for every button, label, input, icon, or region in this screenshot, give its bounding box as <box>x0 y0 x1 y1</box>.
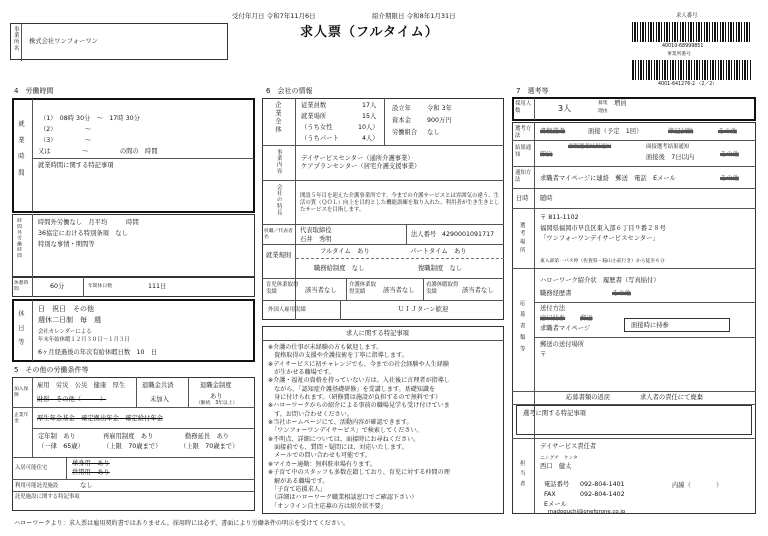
docs-2: 職務経歴書 <box>540 290 572 297</box>
sec7-title: 7 選考等 <box>516 87 549 95</box>
note-line: が生かせる職場です。 <box>268 369 335 377</box>
rehire: 再雇用制度 あり <box>103 433 154 440</box>
rules-return: 復職制度 なし <box>418 265 463 272</box>
female-count: 10人） <box>358 124 379 131</box>
employees-site: 15人 <box>362 113 377 120</box>
uij-turn: ＵＩＪターン歓迎 <box>398 306 449 313</box>
docs-3: その他 <box>612 290 631 297</box>
note-line: す。お問い合わせください。 <box>268 410 353 418</box>
note-line: 資格取得の支援や介護技術を丁寧に指導します。 <box>268 352 408 360</box>
union-value: なし <box>427 129 440 136</box>
employees-total-label: 従業員数 <box>301 102 327 109</box>
result-label: 結果通知 <box>515 145 532 158</box>
building: 「ワンフォーワンデイサービスセンター」 <box>540 235 659 242</box>
notes-list <box>268 344 450 511</box>
expiry-date: 紹介期限日 令和8年1月31日 <box>372 12 456 20</box>
retire-sub: （勤続 3年以上） <box>196 401 238 406</box>
barcode-top <box>632 22 752 42</box>
overtime-label: 時間外労働時間 <box>15 218 21 259</box>
reason-label-2: 理由 <box>598 109 608 114</box>
capital-label: 資本金 <box>392 117 411 124</box>
holiday-5: 6ヶ月経過後の年次有給休暇日数 10 日 <box>38 349 158 356</box>
capital-value: 900万円 <box>427 117 452 124</box>
result-interview: 面接選考結果通知 <box>646 144 690 150</box>
rep-title: 代表取締役 <box>300 227 332 234</box>
contact-dept: デイサービス責任者 <box>540 443 597 450</box>
hire-count: 3人 <box>558 104 572 113</box>
result-other: その他 <box>720 151 739 158</box>
result-docs: 書類選考結果通知 <box>568 144 612 150</box>
office-name-label: 事業所名 <box>12 26 19 52</box>
pension-label: 企業年金 <box>14 413 29 424</box>
date-label: 日時 <box>516 195 529 202</box>
employees-total: 17人 <box>362 102 377 109</box>
method-other: その他 <box>718 128 737 135</box>
foreign-label: 外国人雇用実績 <box>268 307 306 313</box>
dorm-label: 入居可能住宅 <box>15 465 48 471</box>
rules-part: パートタイム あり <box>410 248 467 255</box>
email-value: madoguchi@oneforone.co.jp <box>548 509 626 515</box>
rules-label: 就業規則 <box>266 252 292 259</box>
dorm-single: 単身用 あり <box>72 460 110 467</box>
sec5-title: 5 その他の労働条件等 <box>14 366 89 374</box>
hire-box <box>512 97 756 121</box>
childcare-leave-value: 該当者なし <box>305 287 337 294</box>
email-label: Eメール <box>544 501 567 508</box>
tel-label: 電話番号 <box>544 481 570 488</box>
break-label: 休憩時間 <box>14 281 29 292</box>
fax-value: 092-804-1402 <box>580 491 625 498</box>
holiday-label: 休日等 <box>16 310 24 353</box>
address: 福岡県福岡市早良区東入部６丁目９番２８号 <box>540 225 666 232</box>
company-label: 企業全体 <box>273 101 281 135</box>
note-line: 身に付けられます。（研修費は施設が負担するので無料です） <box>268 394 442 402</box>
method-label: 選考方法 <box>515 126 532 139</box>
note-line: ※子育て中のスタッフも多数在籍しており、育児に対する仲間の理 <box>268 469 450 477</box>
contact-kana: ニシグチ ケンタ <box>540 456 578 461</box>
childcare-leave-label: 育児休業取得実績 <box>266 282 299 295</box>
childcare-note: 託児施設に関する特記事項 <box>15 494 80 500</box>
holiday-4: 年末年始休暇１２月３０日〜１月３日 <box>38 337 130 343</box>
note-line: ※介護の仕事が未経験の方も歓迎します。 <box>268 344 383 351</box>
rep-name: 石井 秀明 <box>300 236 332 243</box>
note-line: ながら、「認知症介護基礎研修」を受講します。基礎知識を <box>268 385 436 393</box>
job-number: 40010-68999851 <box>662 44 704 49</box>
selection-note: 選考に関する特記事項 <box>523 410 586 417</box>
zip: 〒 811-1102 <box>540 214 579 221</box>
holiday-2: 週休二日制 毎 週 <box>38 316 101 324</box>
insurance-1: 雇用 労災 公災 健康 厚生 <box>37 382 126 389</box>
break-value: 60分 <box>50 283 65 290</box>
note-line: 面接前でも、質問・疑問には、対応いたします。 <box>268 444 408 452</box>
annual-holiday-value: 111日 <box>148 283 167 290</box>
corp-no-label: 法人番号 <box>411 231 437 238</box>
nursing-leave-label: 看護休暇取得実績 <box>426 282 459 295</box>
notice-label: 通知方法 <box>515 170 532 183</box>
part-label: （うちパート <box>301 135 339 142</box>
break-box <box>12 277 255 297</box>
note-line: （詳細はハローワーク職業相談窓口でご確認下さい） <box>268 494 418 502</box>
founded-value: 令和 3年 <box>427 105 452 112</box>
insurance-label: 加入保険 <box>14 387 29 398</box>
send-label: 送付方法 <box>540 305 566 312</box>
overtime: 時間外労働なし 月平均 時間 <box>38 219 139 226</box>
care-leave-label: 介護休業取得実績 <box>349 282 376 295</box>
holiday-1: 日 祝日 その他 <box>38 305 94 313</box>
docs-1: ハローワーク紹介状 履歴書（写真貼付） <box>540 277 660 284</box>
result-immediate: 即決 <box>540 151 553 158</box>
note-line: 「子育て応援求人」 <box>268 485 326 493</box>
hire-label: 採用人数 <box>515 101 532 114</box>
business-value: デイサービスセンター（通所介護事業） ケアプランセンター（居宅介護支援事業） <box>301 155 421 170</box>
retire-label: 退職金制度 <box>200 382 232 389</box>
note-line: 解がある職場です。 <box>268 477 329 485</box>
page-title: 求人票（フルタイム） <box>300 25 439 40</box>
note-line: ※マイカー通勤：無料駐車場有ります。 <box>268 460 376 468</box>
notes-title: 求人に関する特記事項 <box>346 330 409 337</box>
sec6-title: 6 会社の情報 <box>266 87 313 95</box>
extension-sub: （上限 70歳まで） <box>180 443 239 450</box>
shift-label: 就業時間 <box>16 120 24 186</box>
contact-name: 西口 健太 <box>540 463 572 470</box>
note-line: ※不明点、詳細については、面接時にお尋ねください。 <box>268 435 420 443</box>
note-line: ※当社ホームページにて、活動内容が確認できます。 <box>268 419 413 427</box>
fax-label: FAX <box>544 491 556 498</box>
shift-3: （3） 〜 <box>40 137 92 144</box>
office-name-box <box>10 23 228 60</box>
selection-note-box <box>516 405 752 435</box>
return-value: 求人者の責任にて廃棄 <box>640 394 703 401</box>
business-label: 事業内容 <box>275 149 282 175</box>
job-number-label: 求人番号 <box>676 13 698 19</box>
annual-holiday-label: 年間休日数 <box>88 284 112 289</box>
retirement-age-sub: （一律 65歳） <box>38 443 84 450</box>
childcare-value: なし <box>80 482 93 489</box>
send-mail: 郵送 <box>580 315 593 322</box>
sec4-title: 4 労働時間 <box>14 87 54 95</box>
rules-job: 職務給制度 なし <box>314 265 365 272</box>
agreement: 36協定における特別条項 なし <box>38 230 128 237</box>
office-number-label: 事業所番号 <box>667 52 691 57</box>
barcode-bottom <box>632 60 752 80</box>
notice-value: 求職者マイページに連絡 郵送 電話 Eメール <box>540 175 676 182</box>
docs-label: 応募書類等 <box>518 300 525 357</box>
notice-other: その他 <box>720 175 739 182</box>
note-line: メールでの問い合わせも可能です。 <box>268 452 371 460</box>
contact-label: 担当者 <box>518 460 525 492</box>
result-days: 面接後 7日以内 <box>646 154 695 161</box>
mail-place-label: 郵送の送付場所 <box>540 341 585 348</box>
mutual-value: 未加入 <box>150 396 169 403</box>
send-interview: 面接時に持参 <box>631 322 669 329</box>
shift-note: 就業時間に関する特記事項 <box>38 162 114 169</box>
method-interview: 面接（予定 1回） <box>588 128 643 135</box>
place-label: 選考場所 <box>518 222 525 256</box>
feature-label: 会社の特長 <box>275 184 282 216</box>
holiday-3: 会社カレンダーによる <box>38 329 92 335</box>
union-label: 労働組合 <box>392 129 418 136</box>
send-counter: 窓口持参 <box>540 315 566 322</box>
special-circumstances: 特別な事情・期間等 <box>38 241 95 248</box>
extension: 勤務延長 あり <box>185 433 230 440</box>
office-name: 株式会社ワンフォーワン <box>29 38 98 45</box>
care-leave-value: 該当者なし <box>383 287 415 294</box>
rep-label: 役職／代表者名 <box>264 229 293 240</box>
employees-site-label: 就業場所 <box>301 113 327 120</box>
send-interview-box <box>624 318 730 332</box>
retirement-age: 定年制 あり <box>38 433 76 440</box>
shift-1: （1） 08時 30分 〜 17時 30分 <box>40 115 140 122</box>
founded-label: 設立年 <box>392 105 411 112</box>
office-number: 4001-641276-2 （2／2） <box>658 82 718 87</box>
note-line: 「オンライン自主応募の方は紹介状不要」 <box>268 502 387 510</box>
reason-label-1: 募集 <box>598 101 608 106</box>
method-written: 筆記試験 <box>668 128 694 135</box>
reception-date: 受付年月日 令和7年11月6日 <box>232 12 316 20</box>
dorm-family: 世帯用 あり <box>72 469 110 476</box>
feature-value: 開設５年目を迎えた介護事業所です。今までの介護サービスとは雰囲気の違う、生活の質（ＱＯＬ）向上を目的とした機能訓練を取り入れた、利用者が生き生きとしたサービスを目指します。 <box>300 193 500 213</box>
nursing-leave-value: 該当者なし <box>462 287 494 294</box>
mutual-label: 退職金共済 <box>142 382 174 389</box>
tel-value: 092-804-1401 <box>580 481 625 488</box>
note-line: ※デイサービスに初チャレンジでも、今までの社会経験や人生経験 <box>268 360 449 368</box>
method-docs: 書類選考 <box>540 128 566 135</box>
reason-value: 増員 <box>614 100 627 107</box>
retire-value: あり <box>210 393 223 400</box>
childcare-label: 利用可能託児施設 <box>15 483 59 489</box>
insurance-2: 財形 その他（ ） <box>37 396 107 403</box>
return-label: 応募書類の返戻 <box>566 394 611 401</box>
note-line: ※ハローワークからの紹介による事前の職場見学も受け付けていま <box>268 402 450 410</box>
note-line: 「ワンフォーワンデイサービス」で検索してください。 <box>268 427 423 435</box>
rehire-sub: （上限 70歳まで） <box>103 443 162 450</box>
date-value: 随時 <box>540 195 553 202</box>
extension-label: 内線（ ） <box>672 482 723 489</box>
part-count: 4人） <box>362 135 379 142</box>
shift-or: 又は 〜 の間の 時間 <box>38 148 158 155</box>
footer-note: ハローワークより：求人票は雇用契約書ではありません。採用時には必ず、書面により労働条件の明示を受けてください。 <box>14 520 350 527</box>
shift-2: （2） 〜 <box>40 126 92 133</box>
access: 東入部第一バス停（佐賀県・脇山小前行き）から徒歩６分 <box>540 259 665 264</box>
corp-no: 4290001091717 <box>442 231 495 238</box>
rules-full: フルタイム あり <box>320 248 370 255</box>
send-mypage: 求職者マイページ <box>540 325 591 332</box>
pension-values: 厚生年金基金 確定拠出年金 確定給付年金 <box>37 415 163 422</box>
female-label: （うち女性 <box>301 124 333 131</box>
note-line: ※介護・福祉の資格を持っていない方は、入社後に言理者が指導し <box>268 377 450 385</box>
mail-place-value: 〒 <box>540 351 547 358</box>
